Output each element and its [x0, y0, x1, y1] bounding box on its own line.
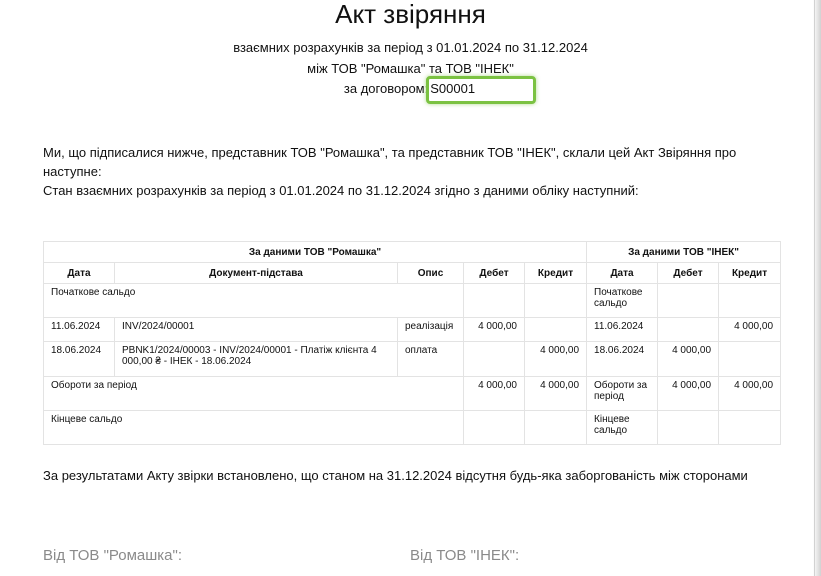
opening-credit	[525, 284, 587, 318]
row-description: оплата	[398, 342, 464, 377]
contract-number-field[interactable]: S00001	[430, 81, 476, 96]
closing-label: Кінцеве сальдо	[44, 411, 464, 445]
opening-debit-right	[658, 284, 719, 318]
conclusion-text: За результатами Акту звірки встановлено, що станом на 31.12.2024 відсутня будь-яка заборгованість між сторонами	[43, 468, 748, 483]
turnover-credit: 4 000,00	[525, 377, 587, 411]
contract-label: за договором:	[343, 81, 429, 96]
row-debit-right	[658, 318, 719, 342]
opening-balance-row	[44, 284, 781, 318]
row-document: PBNK1/2024/00003 - INV/2024/00001 - Платіж клієнта 4 000,00 ₴ - ІНЕК - 18.06.2024	[115, 342, 398, 377]
subtitle-parties: між ТОВ "Ромашка" та ТОВ "ІНЕК"	[307, 61, 514, 76]
row-debit	[464, 342, 525, 377]
row-debit-right: 4 000,00	[658, 342, 719, 377]
subtitle-period: взаємних розрахунків за період з 01.01.2024 по 31.12.2024	[233, 40, 588, 55]
reconciliation-table	[43, 241, 781, 445]
turnover-label-right: Обороти за період	[587, 377, 658, 411]
table-row	[44, 318, 781, 342]
closing-debit-right	[658, 411, 719, 445]
col-description: Опис	[398, 263, 464, 284]
intro-block	[43, 143, 783, 200]
closing-credit	[525, 411, 587, 445]
row-debit: 4 000,00	[464, 318, 525, 342]
column-header-row	[44, 263, 781, 284]
closing-credit-right	[719, 411, 781, 445]
col-credit: Кредит	[525, 263, 587, 284]
row-credit	[525, 318, 587, 342]
closing-label-right: Кінцеве сальдо	[587, 411, 658, 445]
turnover-credit-right: 4 000,00	[719, 377, 781, 411]
row-date-right: 18.06.2024	[587, 342, 658, 377]
row-date-right: 11.06.2024	[587, 318, 658, 342]
closing-balance-row	[44, 411, 781, 445]
signature-left: Від ТОВ "Ромашка":	[43, 547, 183, 564]
row-date: 11.06.2024	[44, 318, 115, 342]
group-header-row	[44, 242, 781, 263]
col-document: Документ-підстава	[115, 263, 398, 284]
signature-right: Від ТОВ "ІНЕК":	[410, 547, 520, 564]
row-credit-right: 4 000,00	[719, 318, 781, 342]
turnover-debit-right: 4 000,00	[658, 377, 719, 411]
row-credit-right	[719, 342, 781, 377]
turnover-debit: 4 000,00	[464, 377, 525, 411]
opening-label: Початкове сальдо	[44, 284, 464, 318]
document-title: Акт звіряння	[335, 0, 486, 29]
turnover-row	[44, 377, 781, 411]
group-header-left: За даними ТОВ "Ромашка"	[44, 242, 587, 263]
col-debit: Дебет	[464, 263, 525, 284]
col-credit-right: Кредит	[719, 263, 781, 284]
col-date-right: Дата	[587, 263, 658, 284]
opening-label-right: Початкове сальдо	[587, 284, 658, 318]
row-document: INV/2024/00001	[115, 318, 398, 342]
intro-state: Стан взаємних розрахунків за період з 01.01.2024 по 31.12.2024 згідно з даними обліку наступний:	[43, 183, 639, 198]
col-date: Дата	[44, 263, 115, 284]
group-header-right: За даними ТОВ "ІНЕК"	[587, 242, 781, 263]
row-credit: 4 000,00	[525, 342, 587, 377]
row-description: реалізація	[398, 318, 464, 342]
table-row	[44, 342, 781, 377]
row-date: 18.06.2024	[44, 342, 115, 377]
intro-text: Ми, що підписалися нижче, представник ТОВ "Ромашка", та представник ТОВ "ІНЕК", склали цей Акт Звіряння про наступне:	[43, 145, 737, 179]
col-debit-right: Дебет	[658, 263, 719, 284]
opening-debit	[464, 284, 525, 318]
turnover-label: Обороти за період	[44, 377, 464, 411]
closing-debit	[464, 411, 525, 445]
contract-line	[0, 80, 821, 98]
opening-credit-right	[719, 284, 781, 318]
